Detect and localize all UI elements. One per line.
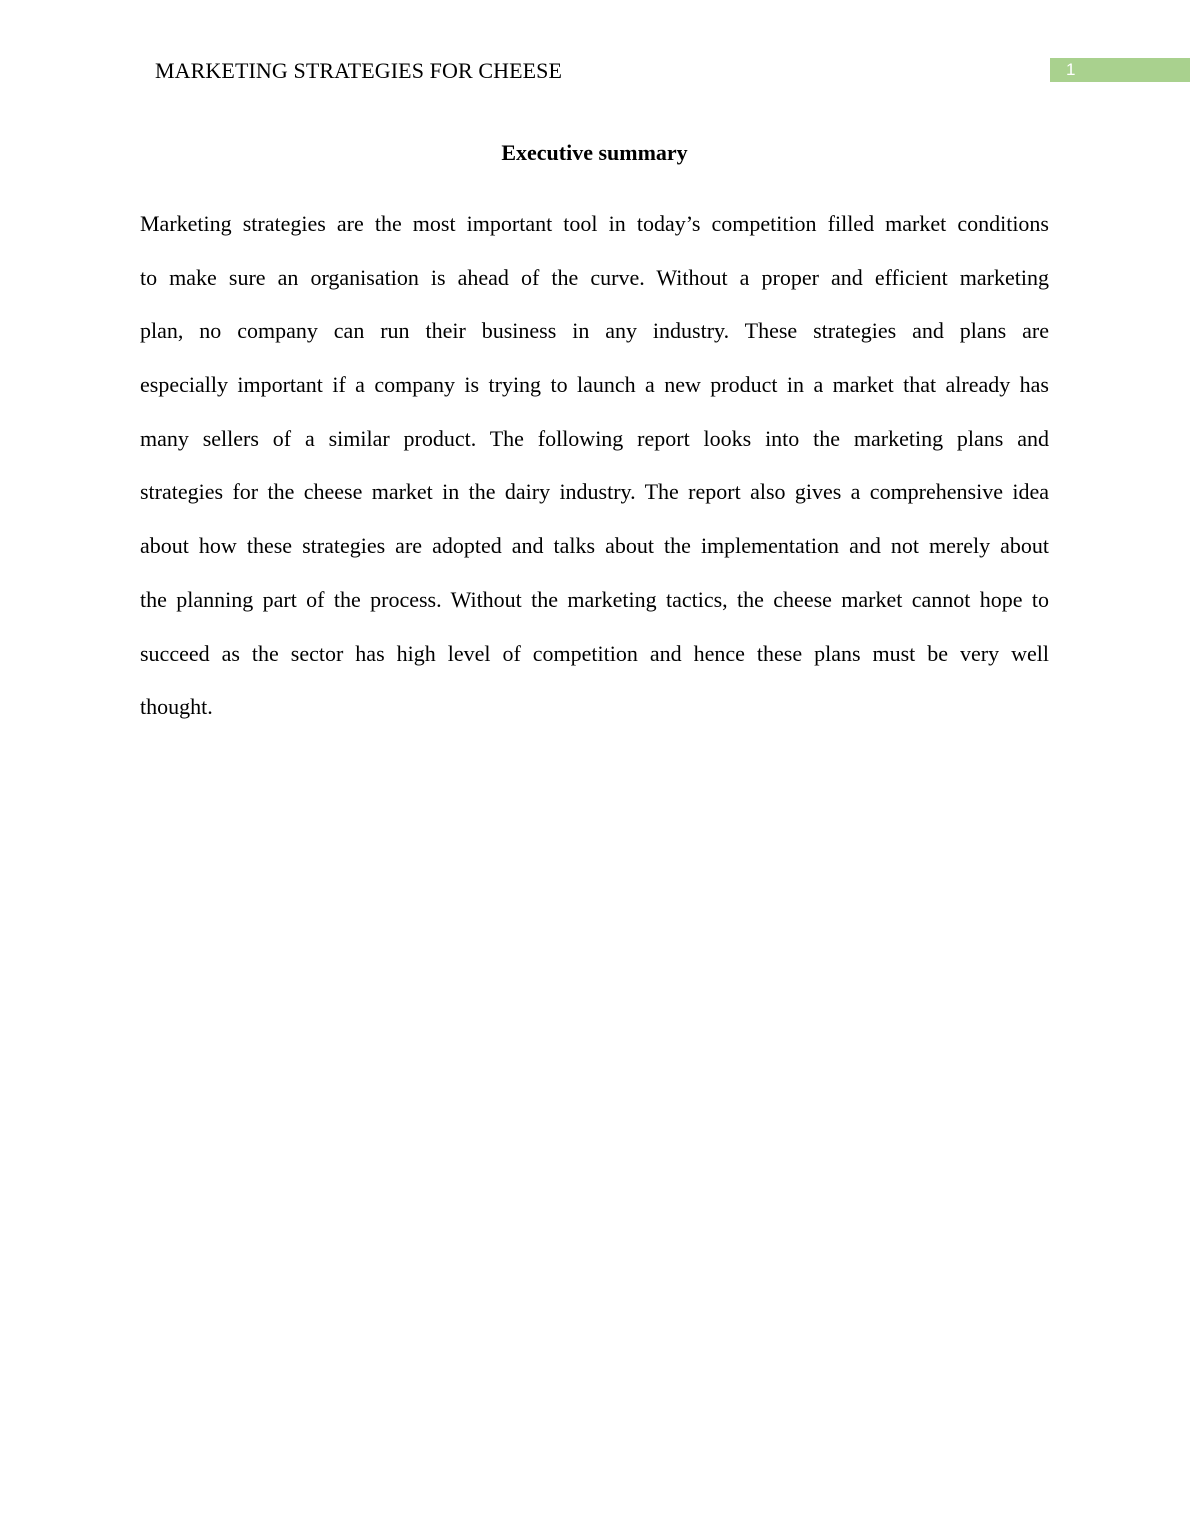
paragraph-line: succeed as the sector has high level of competition and hence these plans must be very well xyxy=(140,640,1049,666)
paragraph-line: strategies for the cheese market in the dairy industry. The report also gives a comprehensive idea xyxy=(140,479,1049,505)
paragraph-line: plan, no company can run their business in any industry. These strategies and plans are xyxy=(140,318,1049,344)
page-number: 1 xyxy=(1066,60,1076,79)
executive-summary-paragraph xyxy=(140,197,1049,734)
running-head-title: MARKETING STRATEGIES FOR CHEESE xyxy=(155,58,563,83)
paragraph-line: many sellers of a similar product. The following report looks into the marketing plans and xyxy=(140,425,1049,451)
paragraph-line: especially important if a company is trying to launch a new product in a market that already has xyxy=(140,372,1049,398)
paragraph-line: the planning part of the process. Without the marketing tactics, the cheese market cannot hope to xyxy=(140,586,1049,612)
paragraph-line: about how these strategies are adopted and talks about the implementation and not merely about xyxy=(140,533,1049,559)
page-number-badge xyxy=(1050,58,1190,82)
paragraph-line: thought. xyxy=(140,694,213,720)
paragraph-line: to make sure an organisation is ahead of the curve. Without a proper and efficient marketing xyxy=(140,264,1049,290)
paragraph-line: Marketing strategies are the most important tool in today’s competition filled market conditions xyxy=(140,211,1049,236)
section-heading: Executive summary xyxy=(501,140,688,165)
